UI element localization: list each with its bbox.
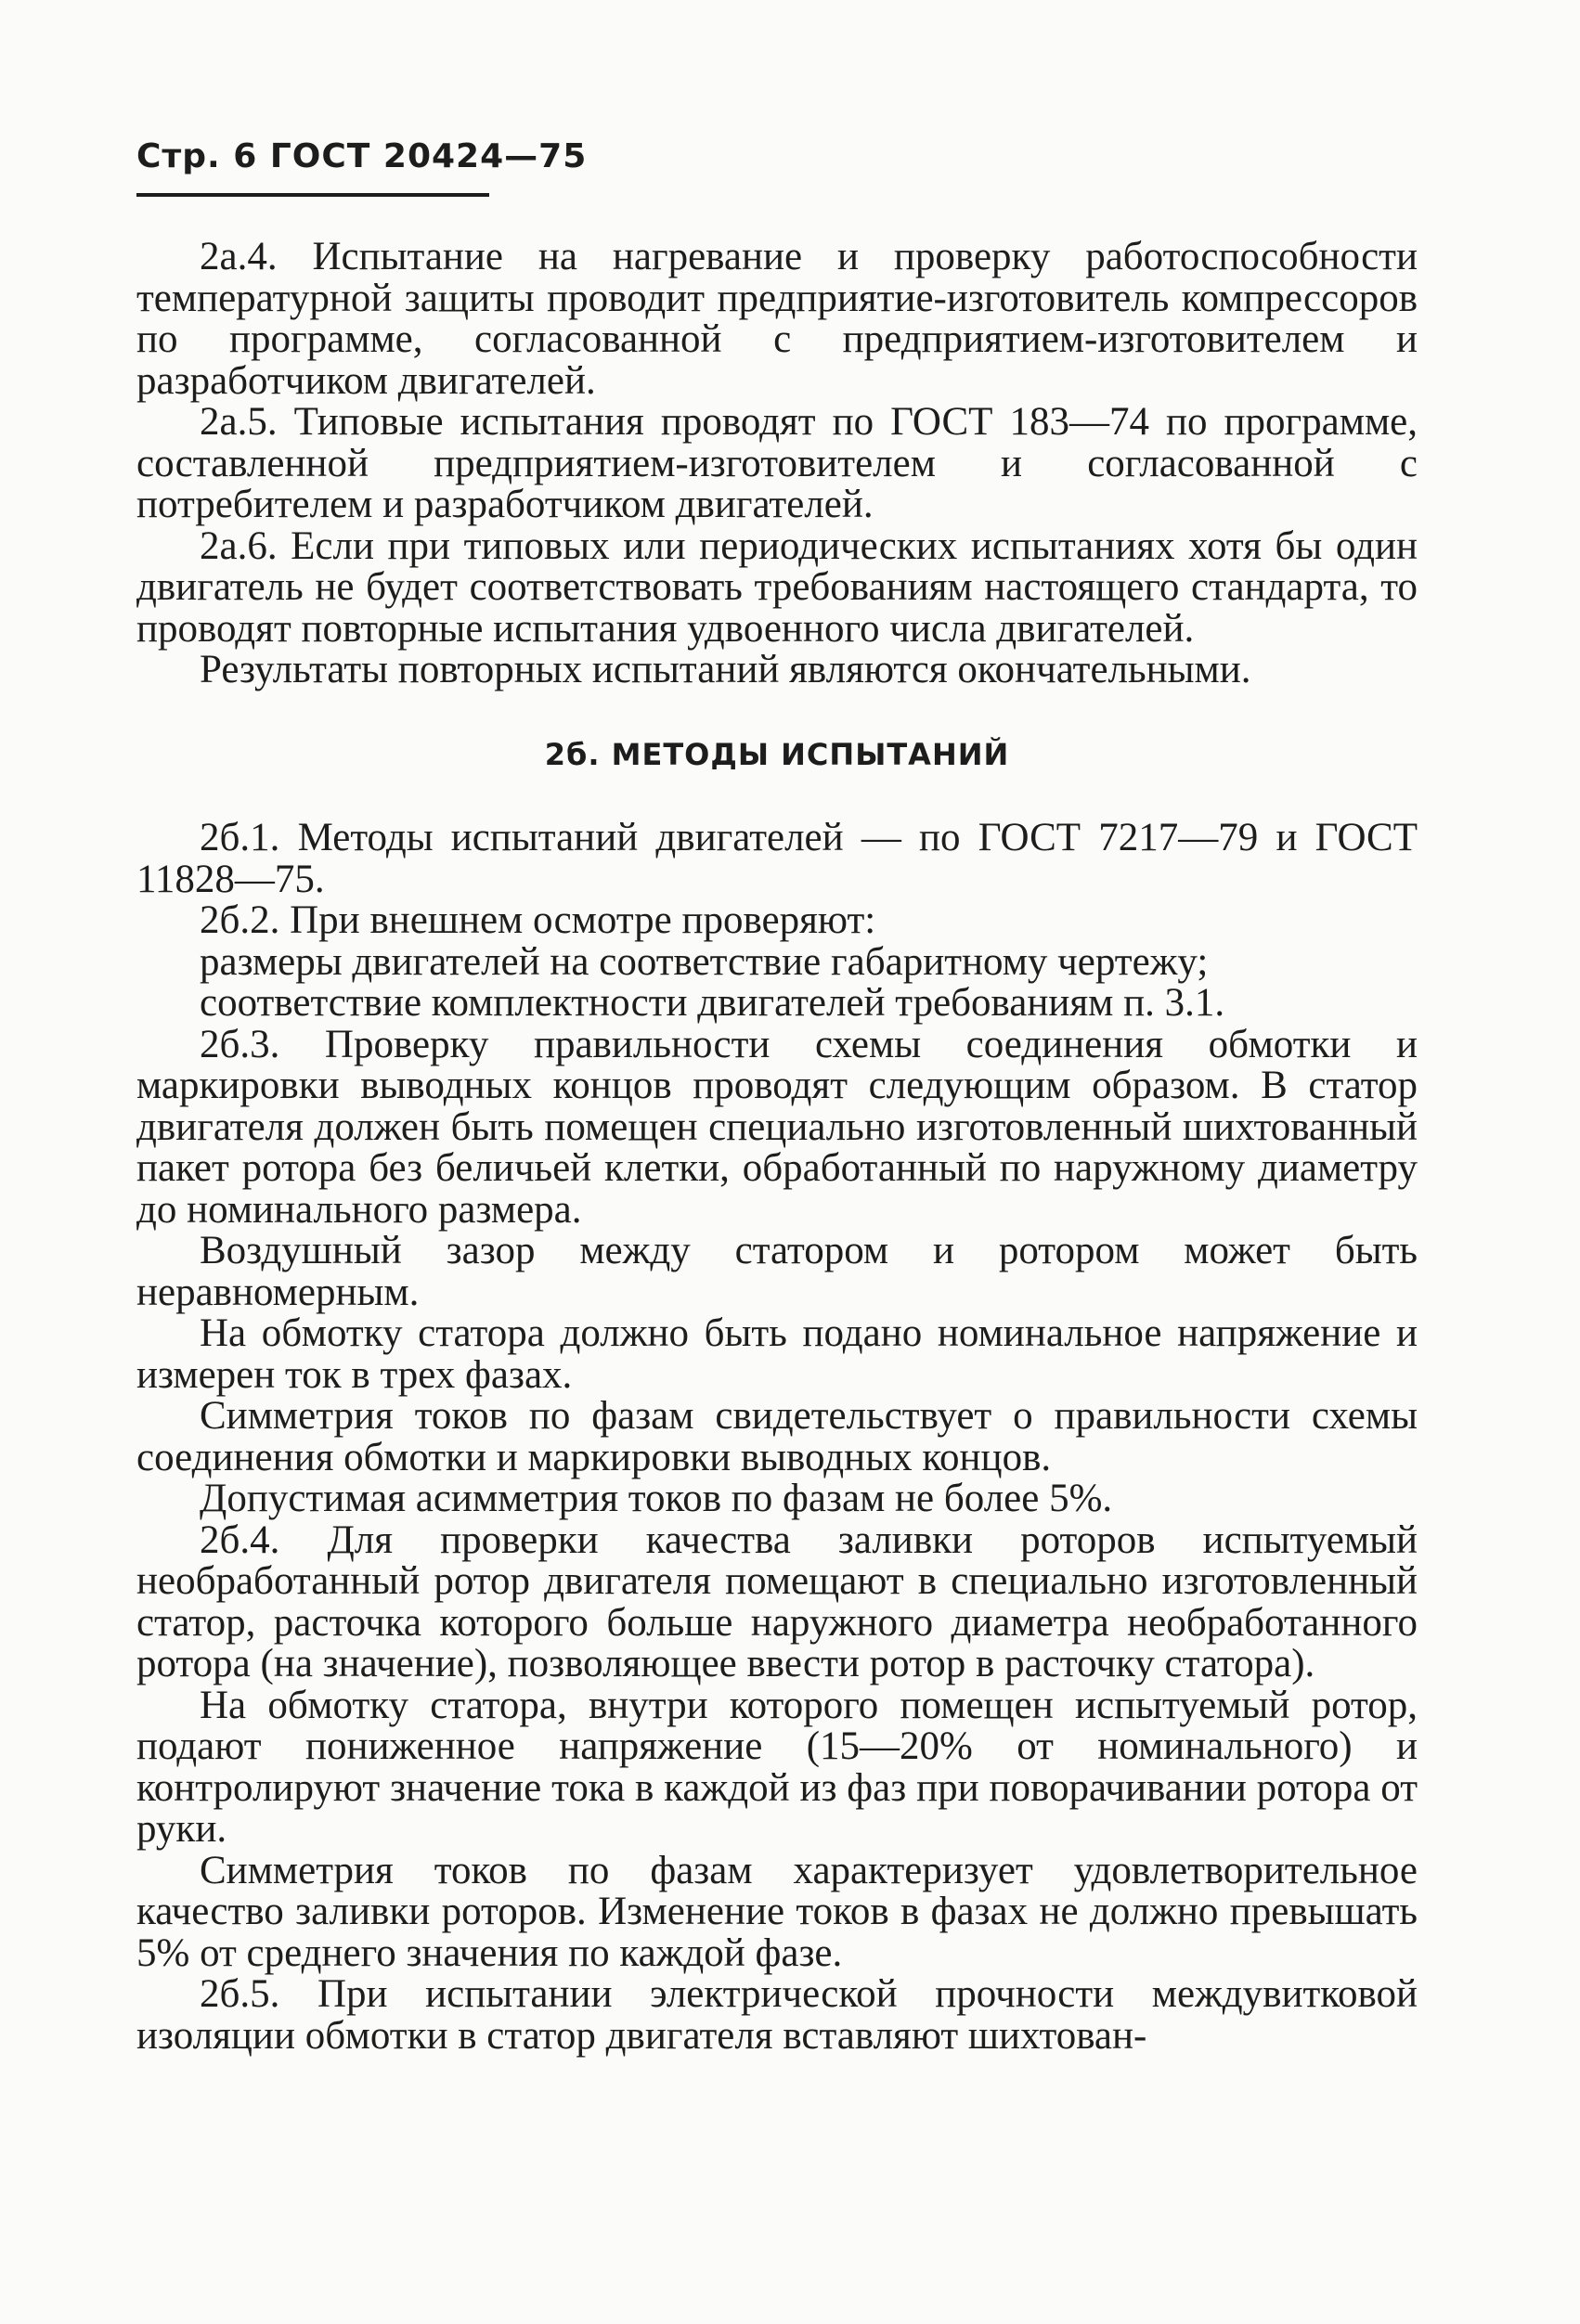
paragraph-nominal-voltage: На обмотку статора должно быть подано номинальное напряжение и измерен ток в трех фазах. [136, 1311, 1418, 1397]
page-header: Стр. 6 ГОСТ 20424—75 [136, 137, 588, 175]
paragraph-2a6: 2а.6. Если при типовых или периодических испытаниях хотя бы один двигатель не будет соответствовать требованиям настоящего стандарта, то проводят повторные испытания удвоенного числа двигателей. [136, 523, 1418, 651]
paragraph-check-dimensions: размеры двигателей на соответствие габаритному чертежу; [200, 939, 1209, 984]
paragraph-air-gap: Воздушный зазор между статором и ротором может быть неравномерным. [136, 1229, 1418, 1314]
header-divider [136, 193, 489, 197]
paragraph-2b3: 2б.3. Проверку правильности схемы соединения обмотки и маркировки выводных концов проводят следующим образом. В статор двигателя должен быть помещен специально изготовленный шихтованный пакет ротора без беличьей клетки, обработанный по наружному диаметру до номинального размера. [136, 1022, 1418, 1232]
paragraph-2b5: 2б.5. При испытании электрической прочности междувитковой изоляции обмотки в статор двигателя вставляют шихтован- [136, 1972, 1418, 2058]
document-body [136, 237, 1418, 2057]
paragraph-results: Результаты повторных испытаний являются окончательными. [200, 648, 1251, 691]
section-title: 2б. МЕТОДЫ ИСПЫТАНИЙ [544, 736, 1010, 772]
paragraph-check-completeness: соответствие комплектности двигателей требованиям п. 3.1. [200, 981, 1225, 1025]
paragraph-2b2: 2б.2. При внешнем осмотре проверяют: [200, 898, 876, 942]
paragraph-current-symmetry: Симметрия токов по фазам свидетельствует о правильности схемы соединения обмотки и маркировки выводных концов. [136, 1394, 1418, 1479]
paragraph-2a4: 2а.4. Испытание на нагревание и проверку работоспособности температурной защиты проводит предприятие-изготовитель компрессоров по программе, согласованной с предприятием-изготовителем и разработчиком двигателей. [136, 235, 1418, 403]
paragraph-casting-quality: Симметрия токов по фазам характеризует удовлетворительное качество заливки роторов. Изменение токов в фазах не должно превышать 5% от среднего значения по каждой фазе. [136, 1848, 1418, 1975]
paragraph-2b4: 2б.4. Для проверки качества заливки роторов испытуемый необработанный ротор двигателя помещают в специально изготовленный статор, расточка которого больше наружного диаметра необработанного ротора (на значение), позволяющее ввести ротор в расточку статора). [136, 1517, 1418, 1685]
paragraph-2b1: 2б.1. Методы испытаний двигателей — по ГОСТ 7217—79 и ГОСТ 11828—75. [136, 816, 1418, 901]
paragraph-2a5: 2а.5. Типовые испытания проводят по ГОСТ 183—74 по программе, составленной предприятием-изготовителем и согласованной с потребителем и разработчиком двигателей. [136, 400, 1418, 526]
paragraph-reduced-voltage: На обмотку статора, внутри которого помещен испытуемый ротор, подают пониженное напряжение (15—20% от номинального) и контролируют значение тока в каждой из фаз при поворачивании ротора от руки. [136, 1683, 1418, 1851]
paragraph-asymmetry-limit: Допустимая асимметрия токов по фазам не более 5%. [200, 1477, 1113, 1520]
